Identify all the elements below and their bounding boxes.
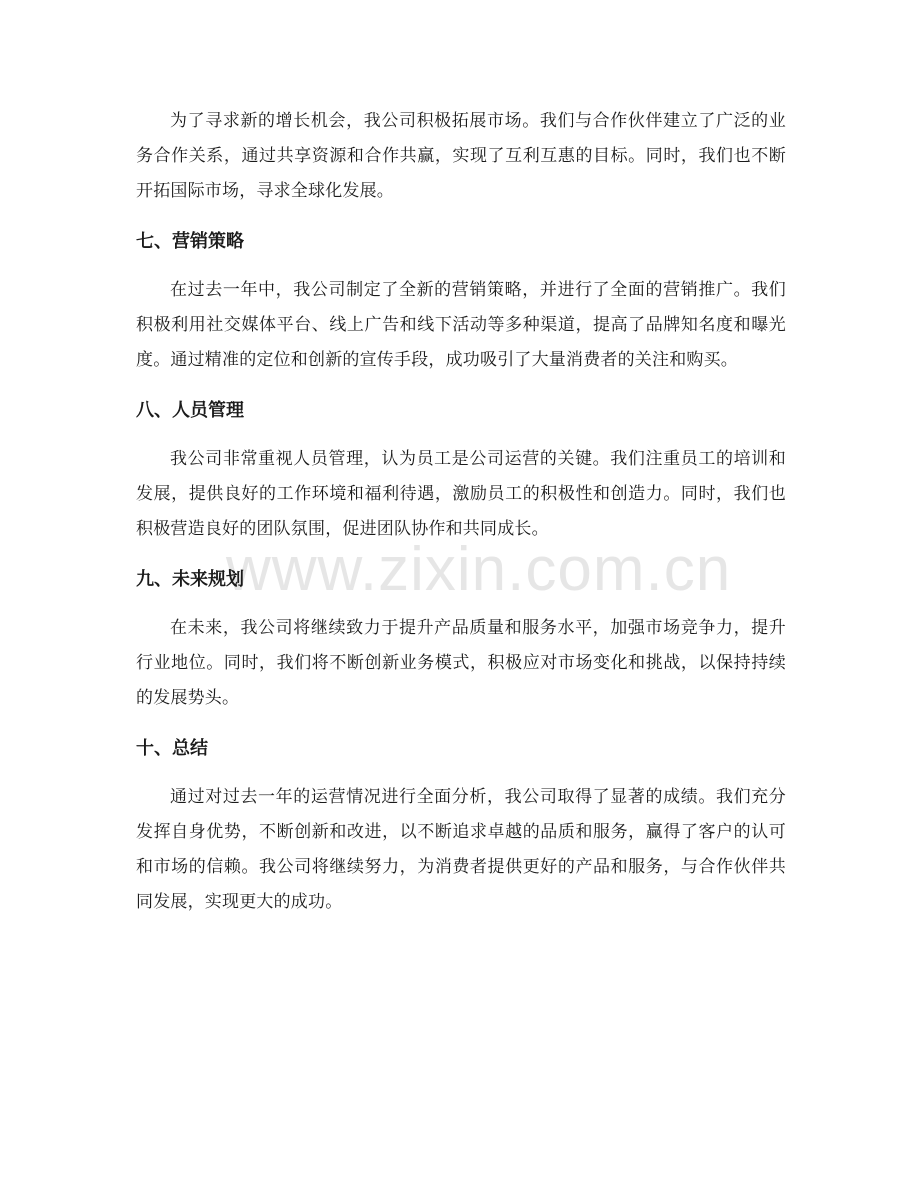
heading-personnel-management: 八、人员管理 <box>136 400 244 421</box>
paragraph-future-planning: 在未来，我公司将继续致力于提升产品质量和服务水平，加强市场竞争力，提升行业地位。同时，我们将不断创新业务模式，积极应对市场变化和挑战，以保持持续的发展势头。 <box>136 618 786 708</box>
document-body <box>136 104 786 920</box>
watermark: www.zixin.com.cn <box>226 535 732 604</box>
heading-summary: 十、总结 <box>136 738 208 759</box>
paragraph-market-expansion: 为了寻求新的增长机会，我公司积极拓展市场。我们与合作伙伴建立了广泛的业务合作关系，通过共享资源和合作共赢，实现了互利互惠的目标。同时，我们也不断开拓国际市场，寻求全球化发展。 <box>136 111 786 201</box>
paragraph-personnel-management: 我公司非常重视人员管理，认为员工是公司运营的关键。我们注重员工的培训和发展，提供良好的工作环境和福利待遇，激励员工的积极性和创造力。同时，我们也积极营造良好的团队氛围，促进团队协作和共同成长。 <box>136 449 786 539</box>
paragraph-summary: 通过对过去一年的运营情况进行全面分析，我公司取得了显著的成绩。我们充分发挥自身优势，不断创新和改进，以不断追求卓越的品质和服务，赢得了客户的认可和市场的信赖。我公司将继续努力，为消费者提供更好的产品和服务，与合作伙伴共同发展，实现更大的成功。 <box>136 787 786 912</box>
paragraph-marketing-strategy: 在过去一年中，我公司制定了全新的营销策略，并进行了全面的营销推广。我们积极利用社交媒体平台、线上广告和线下活动等多种渠道，提高了品牌知名度和曝光度。通过精准的定位和创新的宣传手段，成功吸引了大量消费者的关注和购买。 <box>136 280 786 370</box>
heading-future-planning: 九、未来规划 <box>136 569 244 590</box>
heading-marketing-strategy: 七、营销策略 <box>136 231 244 252</box>
